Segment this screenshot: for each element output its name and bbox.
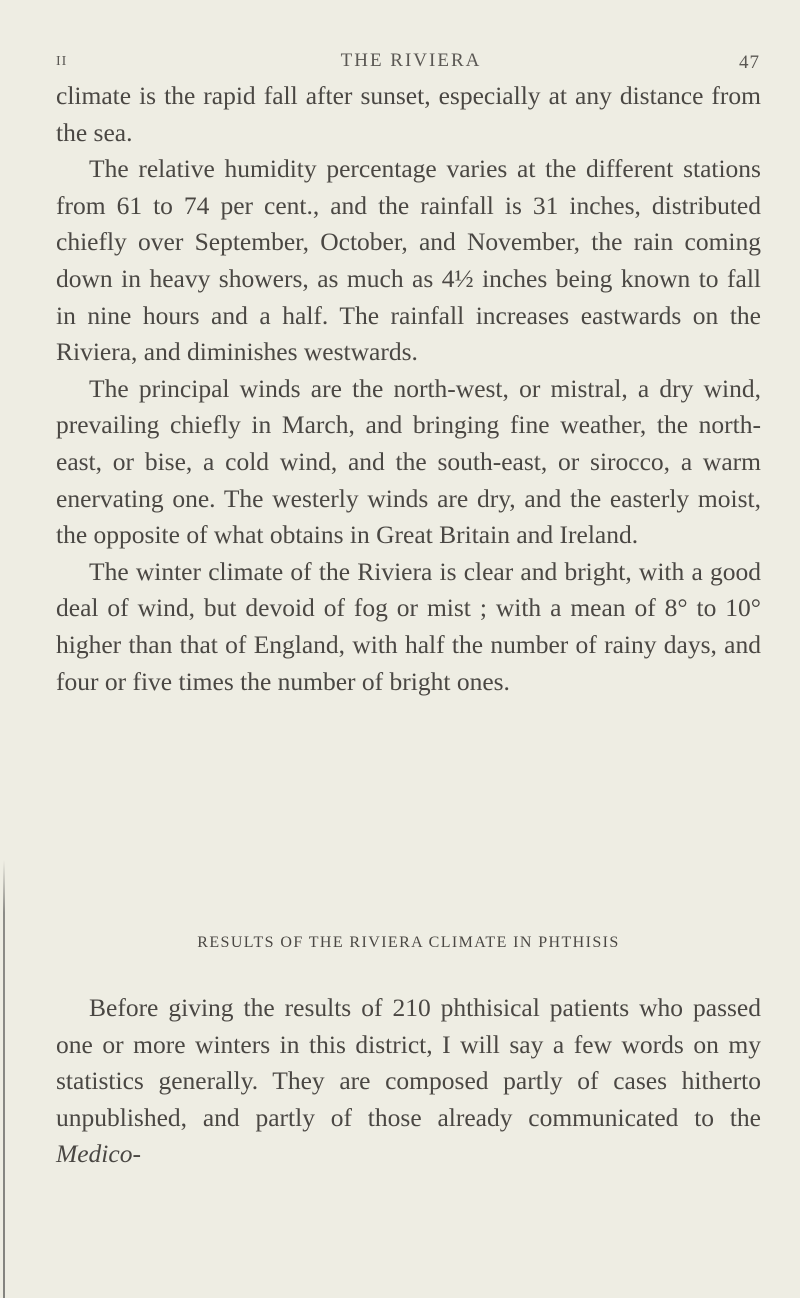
running-head [56,50,766,80]
chapter-number: II [56,54,68,69]
body-text [56,78,761,700]
paragraph: The principal winds are the north-west, or mistral, a dry wind, prevailing chiefly in March, and bringing fine weather, the north-east, or bise, a cold wind, and the south-east, or sirocco, a warm enervating one. The westerly winds are dry, and the easterly moist, the opposite of what obtains in Great Britain and Ireland. [56,373,761,550]
page-gutter-shadow [3,860,5,1298]
paragraph-italic-text: Medico- [56,1139,141,1169]
paragraph: climate is the rapid fall after sunset, especially at any distance from the sea. [56,81,761,147]
page-number: 47 [739,52,760,73]
section-heading: RESULTS OF THE RIVIERA CLIMATE IN PHTHISIS [197,934,620,951]
paragraph: The winter climate of the Riviera is clear and bright, with a good deal of wind, but devoid of fog or mist ; with a mean of 8° to 10° higher than that of England, with half the number of rainy days, and four or five times the number of bright ones. [56,556,761,696]
paragraph-text: Before giving the results of 210 phthisical patients who passed one or more winters in this district, I will say a few words on my statistics generally. They are composed partly of cases hitherto unpublished, and partly of those already communicated to the [56,993,761,1132]
running-title: THE RIVIERA [340,50,482,71]
paragraph: The relative humidity percentage varies at the different stations from 61 to 74 per cent., and the rainfall is 31 inches, distributed chiefly over September, October, and November, the rain coming down in heavy showers, as much as 4½ inches being known to fall in nine hours and a half. The rainfall increases eastwards on the Riviera, and diminishes westwards. [56,154,761,367]
paragraph [56,990,761,1173]
section-body-text [56,990,761,1173]
